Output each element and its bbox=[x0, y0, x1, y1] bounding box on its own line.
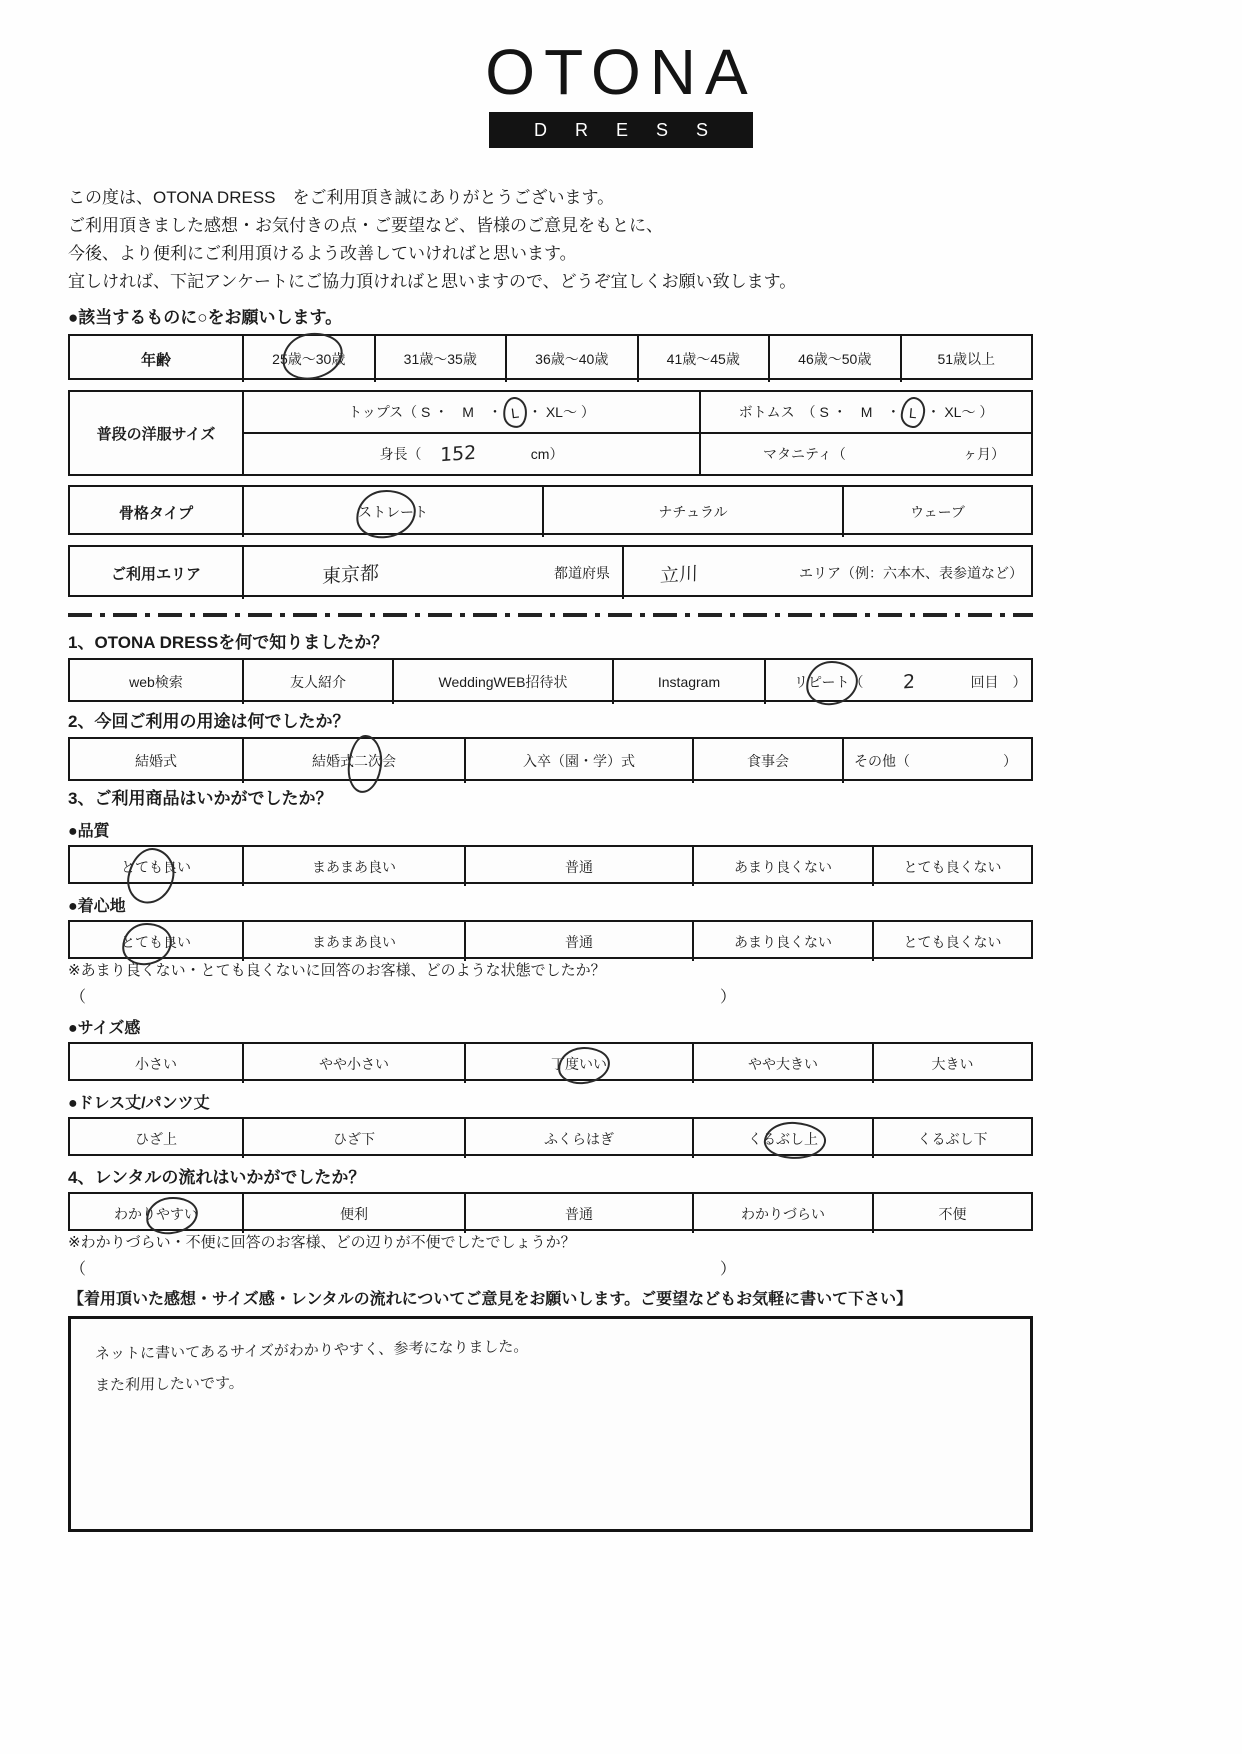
length-option-aboveknee bbox=[70, 1119, 242, 1158]
q4-option-confusing-label: わかりづらい bbox=[741, 1205, 825, 1222]
q2-other-suffix: ） bbox=[1003, 753, 1017, 769]
area-label-cell bbox=[70, 547, 242, 599]
quality-label: ●品質 bbox=[68, 823, 110, 840]
maternity-label: マタニティ（ bbox=[763, 446, 846, 462]
age-label-cell bbox=[70, 336, 242, 382]
q4-note: ※わかりづらい・不便に回答のお客様、どの辺りが不便でしたでしょうか？ bbox=[68, 1234, 576, 1251]
age-option-31-35 bbox=[374, 336, 506, 382]
age-option-46-50-label: 46歳～50歳 bbox=[798, 351, 872, 367]
q1-option-friend-label: 友人紹介 bbox=[290, 674, 346, 690]
comfort-option-bad bbox=[872, 922, 1031, 961]
sizefeel-option-bitsmall bbox=[242, 1044, 464, 1083]
bottoms-suffix: ・ XL～ ） bbox=[926, 404, 994, 420]
age-option-36-40-label: 36歳～40歳 bbox=[535, 351, 609, 367]
q4-paren-open: （ bbox=[70, 1261, 87, 1278]
sizefeel-option-small bbox=[70, 1044, 242, 1083]
q4-option-normal bbox=[464, 1194, 692, 1233]
length-option-belowankle-label: くるぶし下 bbox=[917, 1130, 988, 1147]
q4-option-easy-label: わかりやすい bbox=[114, 1205, 198, 1222]
q3-paren-open: （ bbox=[70, 989, 87, 1006]
size-columns bbox=[242, 392, 1031, 474]
q4-answer-line bbox=[68, 1252, 1033, 1278]
handwritten-prefecture: 東京都 bbox=[321, 561, 380, 588]
tops-prefix: トップス（ S ・ M ・ bbox=[348, 404, 502, 420]
height-unit: cm） bbox=[530, 446, 564, 462]
skeleton-label: 骨格タイプ bbox=[118, 504, 194, 522]
size-label: 普段の洋服サイズ bbox=[96, 425, 216, 443]
quality-option-verygood bbox=[70, 847, 242, 886]
q1-option-web bbox=[70, 660, 242, 704]
handwritten-city: 立川 bbox=[659, 562, 699, 587]
skeleton-option-wave-label: ウェーブ bbox=[910, 504, 965, 520]
dashed-divider bbox=[68, 613, 1033, 617]
size-label-cell bbox=[70, 392, 242, 474]
q4-option-easy bbox=[70, 1194, 242, 1233]
length-option-aboveankle-label: くるぶし上 bbox=[748, 1130, 818, 1147]
skeleton-type-table bbox=[68, 485, 1033, 535]
length-option-aboveknee-label: ひざ上 bbox=[135, 1130, 177, 1147]
sizefeel-option-large bbox=[872, 1044, 1031, 1083]
comfort-option-good-label: まあまあ良い bbox=[312, 933, 396, 950]
sizefeel-option-small-label: 小さい bbox=[135, 1055, 177, 1072]
q1-option-instagram bbox=[612, 660, 764, 704]
q1-repeat-suffix: 回目 ） bbox=[970, 674, 1027, 690]
comfort-label: ●着心地 bbox=[68, 898, 126, 915]
comfort-option-normal-label: 普通 bbox=[565, 933, 593, 950]
size-row-tops-bottoms bbox=[244, 392, 1031, 432]
sizefeel-label: ●サイズ感 bbox=[68, 1020, 141, 1037]
comfort-option-verygood bbox=[70, 922, 242, 961]
age-label: 年齢 bbox=[140, 351, 171, 369]
skeleton-option-natural-label: ナチュラル bbox=[658, 504, 728, 520]
length-option-calf-label: ふくらはぎ bbox=[544, 1130, 614, 1147]
q4-title: 4、レンタルの流れはいかがでしたか？ bbox=[68, 1168, 366, 1187]
intro-line-2: ご利用頂きました感想・お気付きの点・ご要望など、皆様のご意見をもとに、 bbox=[68, 216, 663, 235]
maternity-cell bbox=[699, 434, 1031, 474]
clothing-size-table bbox=[68, 390, 1033, 476]
quality-option-notgood bbox=[692, 847, 872, 886]
sizefeel-table bbox=[68, 1042, 1033, 1081]
size-row-height-maternity bbox=[244, 432, 1031, 474]
height-cell bbox=[244, 434, 699, 474]
age-table bbox=[68, 334, 1033, 380]
comfort-option-normal bbox=[464, 922, 692, 961]
q1-title: 1、OTONA DRESSを何で知りましたか？ bbox=[68, 633, 389, 652]
q4-option-convenient-label: 便利 bbox=[340, 1205, 368, 1222]
age-option-41-45 bbox=[637, 336, 769, 382]
comfort-table bbox=[68, 920, 1033, 959]
age-option-25-30 bbox=[242, 336, 374, 382]
q2-option-ceremony bbox=[464, 739, 692, 783]
usage-area-table bbox=[68, 545, 1033, 597]
comments-title: 【着用頂いた感想・サイズ感・レンタルの流れについてご意見をお願いします。ご要望などもお気軽に書いて下さい】 bbox=[68, 1291, 913, 1308]
q2-table bbox=[68, 737, 1033, 781]
q2-option-afterparty bbox=[242, 739, 464, 783]
age-option-46-50 bbox=[768, 336, 900, 382]
bottoms-circled-size: L bbox=[900, 396, 927, 429]
sizefeel-option-just-label: 丁度いい bbox=[551, 1055, 607, 1072]
bottoms-prefix: ボトムス （ S ・ M ・ bbox=[738, 404, 901, 420]
sizefeel-option-just bbox=[464, 1044, 692, 1083]
skeleton-option-natural bbox=[542, 487, 842, 537]
skeleton-option-straight-label: ストレート bbox=[358, 504, 428, 520]
q2-option-afterparty-label: 結婚式二次会 bbox=[312, 753, 396, 769]
q4-option-normal-label: 普通 bbox=[565, 1205, 593, 1222]
tops-circled-size: L bbox=[501, 395, 529, 429]
q4-option-inconvenient bbox=[872, 1194, 1031, 1233]
age-option-51plus bbox=[900, 336, 1032, 382]
length-option-belowknee-label: ひざ下 bbox=[333, 1130, 375, 1147]
q1-option-weddingweb-label: WeddingWEB招待状 bbox=[438, 674, 568, 690]
form-content bbox=[68, 0, 1033, 1532]
q1-option-web-label: web検索 bbox=[129, 674, 183, 690]
quality-option-normal bbox=[464, 847, 692, 886]
comfort-option-notgood bbox=[692, 922, 872, 961]
tops-suffix: ・ XL～ ） bbox=[527, 404, 595, 420]
q3-title: 3、ご利用商品はいかがでしたか？ bbox=[68, 789, 333, 808]
age-option-31-35-label: 31歳～35歳 bbox=[403, 351, 477, 367]
comfort-option-notgood-label: あまり良くない bbox=[734, 933, 832, 950]
handwritten-height-value: 152 bbox=[439, 441, 476, 467]
quality-option-good-label: まあまあ良い bbox=[312, 858, 396, 875]
q2-other-prefix: その他（ bbox=[854, 753, 910, 769]
q1-table bbox=[68, 658, 1033, 702]
intro-line-1: この度は、OTONA DRESS をご利用頂き誠にありがとうございます。 bbox=[68, 188, 615, 207]
q1-option-friend bbox=[242, 660, 392, 704]
logo-dress-text: DRESS bbox=[533, 119, 736, 140]
quality-option-notgood-label: あまり良くない bbox=[734, 858, 832, 875]
quality-option-good bbox=[242, 847, 464, 886]
handwritten-repeat-count: 2 bbox=[903, 670, 916, 694]
logo-otona-text: OTONA bbox=[485, 36, 757, 108]
handwritten-comment-line-2: また利用したいです。 bbox=[94, 1373, 245, 1395]
comfort-option-good bbox=[242, 922, 464, 961]
sizefeel-option-large-label: 大きい bbox=[931, 1055, 974, 1072]
area-example-suffix: エリア（例：六本木、表参道など） bbox=[799, 565, 1023, 581]
q2-option-wedding bbox=[70, 739, 242, 783]
length-option-belowknee bbox=[242, 1119, 464, 1158]
prefecture-cell bbox=[242, 547, 622, 599]
tops-size-cell bbox=[244, 392, 699, 432]
q4-table bbox=[68, 1192, 1033, 1231]
q4-option-inconvenient-label: 不便 bbox=[938, 1205, 967, 1222]
length-label: ●ドレス丈/パンツ丈 bbox=[68, 1095, 210, 1112]
skeleton-option-straight bbox=[242, 487, 542, 537]
q2-option-wedding-label: 結婚式 bbox=[135, 753, 177, 769]
skeleton-option-wave bbox=[842, 487, 1031, 537]
sizefeel-option-bitlarge-label: やや大きい bbox=[748, 1055, 818, 1072]
age-option-51plus-label: 51歳以上 bbox=[937, 351, 996, 367]
age-option-25-30-label: 25歳～30歳 bbox=[272, 351, 346, 367]
instruction-heading: ●該当するものに○をお願いします。 bbox=[68, 308, 343, 327]
area-detail-cell bbox=[622, 547, 1031, 599]
bottoms-size-cell bbox=[699, 392, 1031, 432]
q1-repeat-prefix: リピート（ bbox=[794, 674, 864, 690]
length-option-belowankle bbox=[872, 1119, 1031, 1158]
quality-option-normal-label: 普通 bbox=[565, 858, 593, 875]
q3-answer-line bbox=[68, 980, 1033, 1006]
intro-line-3: 今後、より便利にご利用頂けるよう改善していければと思います。 bbox=[68, 244, 577, 263]
q2-option-dinner bbox=[692, 739, 842, 783]
q1-option-instagram-label: Instagram bbox=[657, 674, 721, 690]
comfort-option-verygood-label: とても良い bbox=[121, 933, 191, 950]
quality-option-verygood-label: とても良い bbox=[121, 858, 191, 875]
comfort-option-bad-label: とても良くない bbox=[903, 933, 1002, 950]
intro-line-4: 宜しければ、下記アンケートにご協力頂ければと思いますので、どうぞ宜しくお願い致します。 bbox=[68, 272, 797, 291]
q2-option-ceremony-label: 入卒（園・学）式 bbox=[523, 753, 635, 769]
sizefeel-option-bitsmall-label: やや小さい bbox=[319, 1055, 389, 1072]
maternity-unit: ヶ月） bbox=[963, 446, 1005, 462]
sizefeel-option-bitlarge bbox=[692, 1044, 872, 1083]
q4-option-convenient bbox=[242, 1194, 464, 1233]
intro-paragraph bbox=[68, 184, 1033, 296]
q1-option-repeat bbox=[764, 660, 1031, 704]
prefecture-suffix: 都道府県 bbox=[554, 565, 610, 581]
quality-option-bad bbox=[872, 847, 1031, 886]
skeleton-label-cell bbox=[70, 487, 242, 537]
quality-table bbox=[68, 845, 1033, 884]
q3-paren-close: ） bbox=[720, 989, 737, 1006]
length-table bbox=[68, 1117, 1033, 1156]
height-label: 身長（ bbox=[379, 446, 422, 462]
q2-title: 2、今回ご利用の用途は何でしたか？ bbox=[68, 712, 350, 731]
q2-option-dinner-label: 食事会 bbox=[747, 753, 789, 769]
q4-paren-close: ） bbox=[720, 1261, 737, 1278]
length-option-calf bbox=[464, 1119, 692, 1158]
handwritten-comment-line-1: ネットに書いてあるサイズがわかりやすく、参考になりました。 bbox=[94, 1337, 529, 1363]
length-option-aboveankle bbox=[692, 1119, 872, 1158]
q4-option-confusing bbox=[692, 1194, 872, 1233]
q3-note: ※あまり良くない・とても良くないに回答のお客様、どのような状態でしたか？ bbox=[68, 962, 606, 979]
area-label: ご利用エリア bbox=[110, 565, 201, 583]
age-option-41-45-label: 41歳～45歳 bbox=[666, 351, 740, 367]
q2-option-other bbox=[842, 739, 1031, 783]
q1-option-weddingweb bbox=[392, 660, 612, 704]
age-option-36-40 bbox=[505, 336, 637, 382]
quality-option-bad-label: とても良くない bbox=[903, 858, 1002, 875]
comments-box bbox=[68, 1316, 1033, 1532]
